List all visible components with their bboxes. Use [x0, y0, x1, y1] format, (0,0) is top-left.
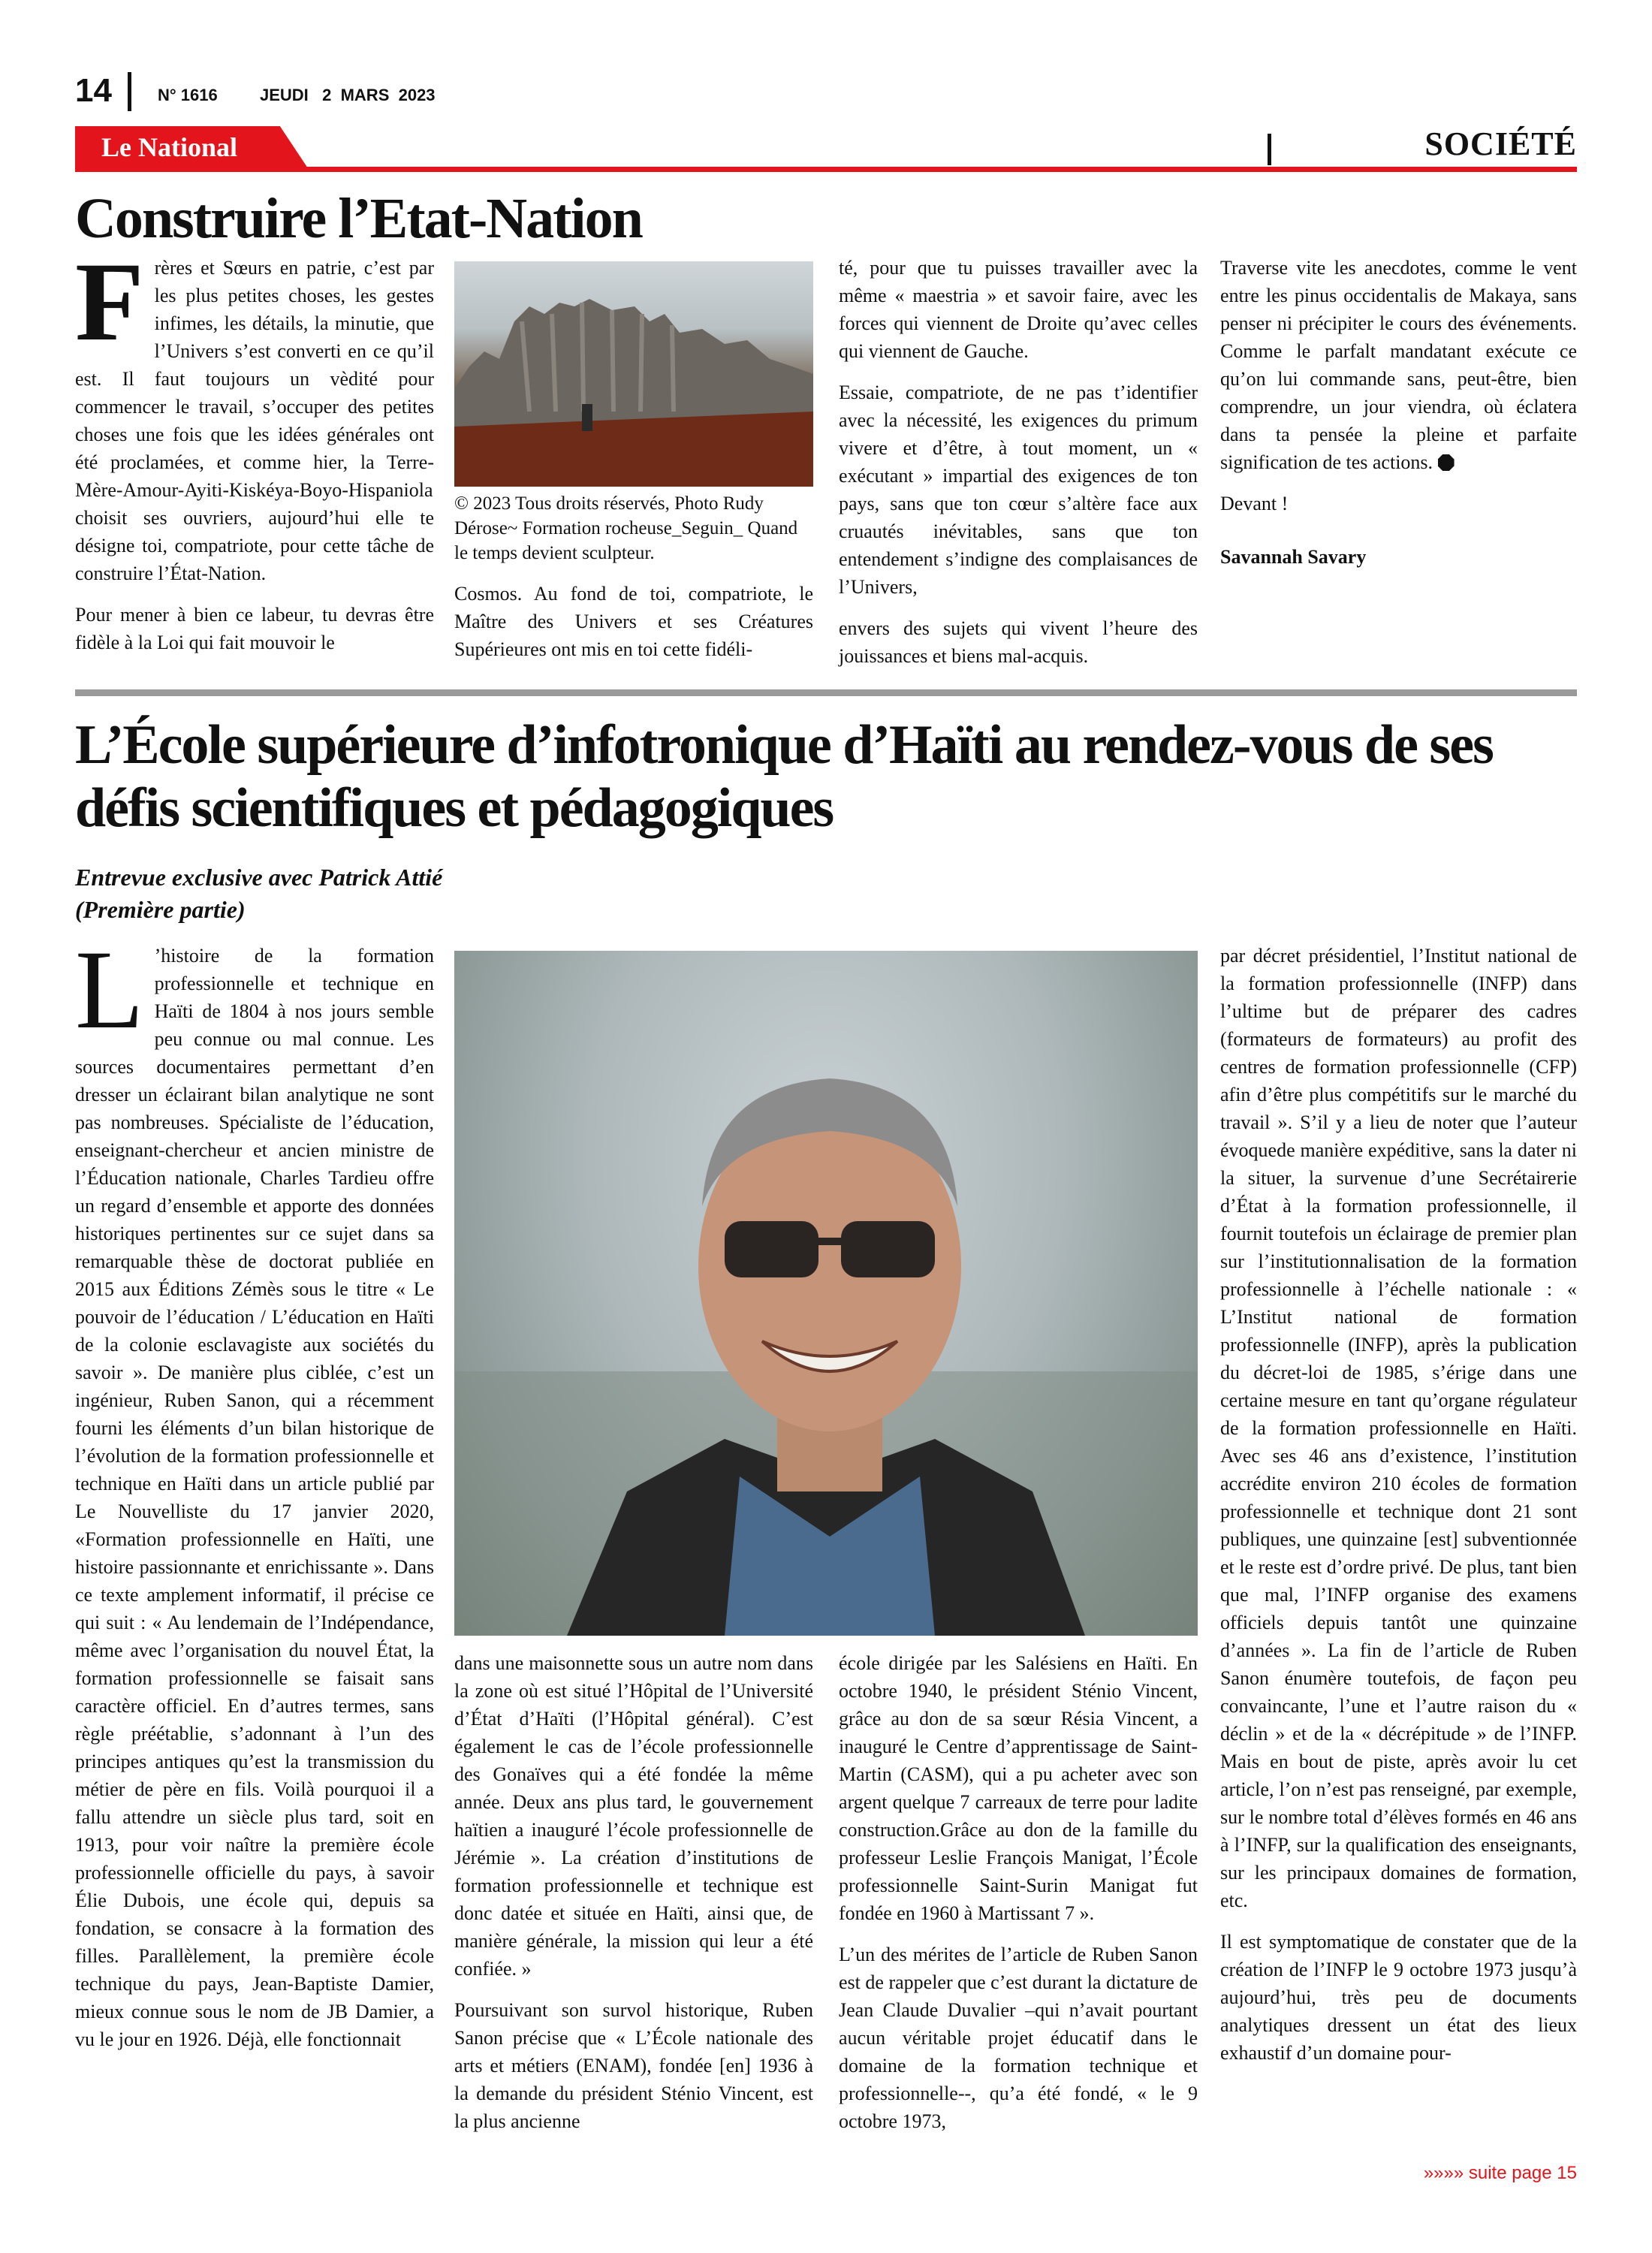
- header-red-rule: [75, 167, 1577, 172]
- article2-part: (Première partie): [75, 896, 246, 923]
- article1-paragraph: rères et Sœurs en patrie, c’est par les plus petites choses, les gestes infimes, les détails, la minutie, que l’Univers s’est converti en ce qu’il est. Il faut toujours un vèdité pour commencer le travail, s’occuper des petites choses une fois que les idées générales ont été proclamées, et comme hier, la Terre-Mère-Amour-Ayiti-Kiskéya-Boyo-Hispaniola choisit ses ouvriers, aujourd’hui elle te désigne toi, compatriote, pour cette tâche de construire l’État-Nation.: [75, 257, 434, 584]
- article2-column-1: [75, 927, 434, 2067]
- portrait-image: [454, 951, 1198, 1636]
- article2-dropcap: L: [75, 927, 144, 1052]
- page-number: 14: [75, 72, 112, 109]
- photo-caption: © 2023 Tous droits réservés, Photo Rudy Dérose~ Formation rocheuse_Seguin_ Quand le temps devient sculpteur.: [454, 493, 798, 563]
- issue-number: N° 1616: [158, 86, 218, 104]
- article1-paragraph: Essaie, compatriote, de ne pas t’identifier avec la nécessité, les exigences du primum vivere et d’être, à tout moment, un « exécutant » impartial des exigences de ton pays, sans que ton cœur s’altère face aux cruautés inévitables, sans que ton entendement s’indigne des complaisances de l’Univers,: [839, 382, 1198, 598]
- article2-paragraph: Il est symptomatique de constater que de la création de l’INFP le 9 octobre 1973 jusqu’à aujourd’hui, très peu de documents analytiques dressent un état des lieux exhaustif d’un domaine pour-: [1220, 1931, 1577, 2064]
- article1-author: Savannah Savary: [1220, 546, 1367, 568]
- article2-paragraph: Poursuivant son survol historique, Ruben Sanon précise que « L’École nationale des arts et métiers (ENAM), fondée [en] 1936 à la demande du président Sténio Vincent, est la plus ancienne: [454, 1999, 813, 2132]
- continued-on-page-link[interactable]: »»»» suite page 15: [1423, 2163, 1577, 2183]
- article1-paragraph: Pour mener à bien ce labeur, tu devras être fidèle à la Loi qui fait mouvoir le: [75, 604, 434, 653]
- article2-paragraph: par décret présidentiel, l’Institut national de la formation professionnelle (INFP) dans l’ultime but de préparer des cadres (formateurs de formateurs) au profit des centres de formation professionnelle (CFP) afin d’être plus compétitifs sur le marché du travail ». S’il y a lieu de noter que l’auteur évoquede manière expéditive, sans la dater ni la situer, la survenue d’une Secrétairerie d’État à la formation professionnelle, il fournit toutefois un éclairage de premier plan sur l’institutionnalisation de la formation professionnelle à l’échelle nationale : « L’Institut national de formation professionnelle (INFP), après la publication du décret-loi de 1985, s’érige dans une certaine mesure en tant qu’organe régulateur de la formation professionnelle en Haïti. Avec ses 46 ans d’existence, l’institution accrédite environ 210 écoles de formation professionnelle et technique dont 21 sont publiques, une quinzaine [est] subventionnée et le reste est d’ordre privé. De plus, tant bien que mal, l’INFP organise des examens officiels depuis tantôt une quinzaine d’années ». La fin de l’article de Ruben Sanon énumère toutefois, de façon peu convaincante, l’une et l’autre raison du « déclin » et de la « décrépitude » de l’INFP. Mais en bout de piste, après avoir lu cet article, l’on n’est pas renseigné, par exemple, sur le nombre total d’élèves formés en 46 ans à l’INFP, sur la qualification des enseignants, sur les principaux domaines de formation, etc.: [1220, 945, 1577, 1911]
- article1-paragraph: Cosmos. Au fond de toi, compatriote, le Maître des Univers et ses Créatures Supérieures ont mis en toi cette fidéli-: [454, 583, 813, 660]
- patrick-attie-portrait: [454, 951, 1198, 1636]
- article1-dropcap: F: [75, 240, 144, 364]
- article2-column-2: [454, 1649, 813, 2149]
- article2-paragraph: L’un des mérites de l’article de Ruben Sanon est de rappeler que c’est durant la dictature de Jean Claude Duvalier –qui n’avait pourtant aucun véritable projet éducatif dans le domaine de la formation technique et professionnelle--, qu’a été fondé, « le 9 octobre 1973,: [839, 1944, 1198, 2132]
- article1-paragraph: té, pour que tu puisses travailler avec la même « maestria » et savoir faire, avec les forces qui viennent de Droite qu’avec celles qui viennent de Gauche.: [839, 257, 1198, 362]
- end-mark-icon: [1438, 454, 1455, 471]
- article2-paragraph: école dirigée par les Salésiens en Haïti. En octobre 1940, le président Sténio Vincent, grâce au don de sa sœur Résia Vincent, a inauguré le Centre d’apprentissage de Saint-Martin (CASM), qui a pu acheter avec son argent quelque 7 carreaux de terre pour ladite construction.Grâce au don de la famille du professeur Leslie François Manigat, l’École professionnelle Saint-Surin Manigat fut fondée en 1960 à Martissant 7 ».: [839, 1652, 1198, 1924]
- rock-formation-image: [454, 261, 813, 487]
- article2-column-3: [839, 1649, 1198, 2149]
- article1-title: Construire l’Etat-Nation: [75, 187, 642, 250]
- article1-column-1: [75, 240, 434, 670]
- rock-formation-photo: [454, 261, 813, 487]
- article2-subtitle: Entrevue exclusive avec Patrick Attié: [75, 864, 443, 891]
- article1-column-3: [839, 254, 1198, 683]
- article2-column-4: [1220, 942, 1577, 2080]
- issue-date: JEUDI 2 MARS 2023: [260, 86, 436, 104]
- article1-column-4: [1220, 254, 1577, 584]
- brand-name: Le National: [101, 132, 238, 162]
- section-bar: [1268, 134, 1271, 165]
- article1-paragraph: envers des sujets qui vivent l’heure des jouissances et biens mal-acquis.: [839, 617, 1198, 667]
- article1-paragraph: Devant !: [1220, 493, 1289, 514]
- header-divider: [128, 72, 131, 111]
- article1-column-2: [454, 580, 813, 677]
- article2-title: L’École supérieure d’infotronique d’Haïti au rendez-vous de ses défis scientifiques et pédagogiques: [75, 714, 1493, 839]
- article2-paragraph: ’histoire de la formation professionnelle et technique en Haïti de 1804 à nos jours semble peu connue ou mal connue. Les sources documentaires permettant d’en dresser un éclairant bilan analytique ne sont pas nombreuses. Spécialiste de l’éducation, enseignant-chercheur et ancien ministre de l’Éducation nationale, Charles Tardieu offre un regard d’ensemble et apporte des données historiques pertinentes sur ce sujet dans sa remarquable thèse de doctorat publiée en 2015 aux Éditions Zémès sous le titre « Le pouvoir de l’éducation / L’éducation en Haïti de la colonie esclavagiste aux sociétés du savoir ». De manière plus ciblée, c’est un ingénieur, Ruben Sanon, qui a récemment fourni les éléments d’un bilan historique de l’évolution de la formation professionnelle et technique en Haïti dans un article publié par Le Nouvelliste du 17 janvier 2020, «Formation professionnelle en Haïti, une histoire passionnante et enrichissante ». Dans ce texte amplement informatif, il précise ce qui suit : « Au lendemain de l’Indépendance, même avec l’organisation du nouvel État, la formation professionnelle se faisait sans caractère officiel. En d’autres termes, sans règle préétablie, s’adonnant à l’un des principes antiques qu’est la transmission du métier de père en fils. Voilà pourquoi il a fallu attendre un siècle plus tard, soit en 1913, pour voir naître la première école professionnelle officielle du pays, à savoir Élie Dubois, une école qui, depuis sa fondation, se consacre à la formation des filles. Parallèlement, la première école technique du pays, Jean-Baptiste Damier, mieux connue sous le nom de JB Damier, a vu le jour en 1926. Déjà, elle fonctionnait: [75, 945, 434, 2050]
- article2-paragraph: dans une maisonnette sous un autre nom dans la zone où est situé l’Hôpital de l’Université d’État d’Haïti (l’Hôpital général). C’est également le cas de l’école professionnelle des Gonaïves qui a été fondée la même année. Deux ans plus tard, le gouvernement haïtien a inauguré l’école professionnelle de Jérémie ». La création d’institutions de formation professionnelle et technique est donc datée et située en Haïti, ainsi que, de manière générale, la mission qui leur a été confiée. »: [454, 1652, 813, 1980]
- section-separator: [75, 689, 1577, 696]
- section-title: SOCIÉTÉ: [1424, 125, 1577, 162]
- article1-paragraph: Traverse vite les anecdotes, comme le vent entre les pinus occidentalis de Makaya, sans penser ni précipiter le cours des événements. Comme le parfalt mandatant exécute ce qu’on lui commande sans, peut-être, bien comprendre, un jour viendra, où éclatera dans ta pensée la pleine et parfaite signification de tes actions.: [1220, 257, 1577, 473]
